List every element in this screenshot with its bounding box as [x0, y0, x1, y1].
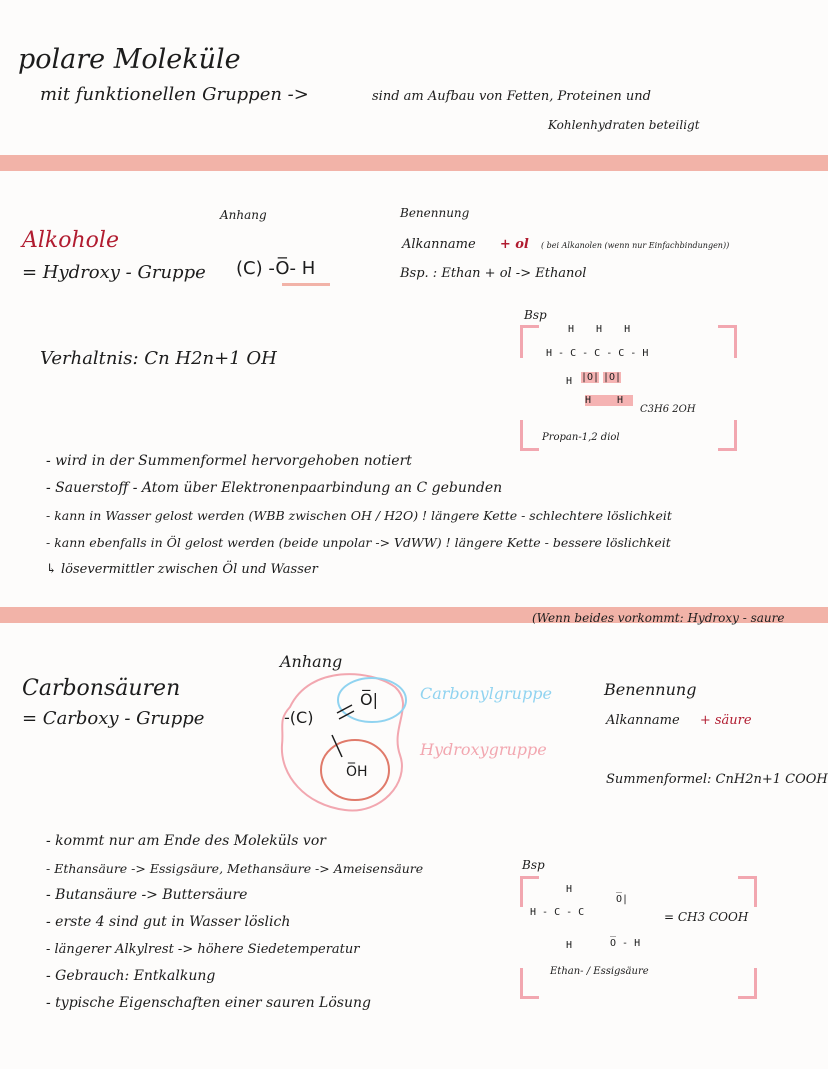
page-title: polare Moleküle — [18, 44, 241, 75]
list-item: - erste 4 sind gut in Wasser löslich — [46, 914, 291, 930]
list-item: - Butansäure -> Buttersäure — [46, 887, 248, 903]
hydroxy-label: Hydroxygruppe — [420, 740, 547, 759]
header-line2-right: sind am Aufbau von Fetten, Proteinen und — [372, 89, 651, 104]
structure-row1: H H H — [568, 324, 639, 335]
list-item: - typische Eigenschaften einer sauren Lösung — [46, 995, 371, 1011]
structure-oh: O̅ - H — [610, 938, 641, 949]
alkohole-footnote: (Wenn beides vorkommt: Hydroxy - saure — [532, 611, 785, 625]
alkohole-group: = Hydroxy - Gruppe — [22, 262, 206, 283]
carbon-group: = Carboxy - Gruppe — [22, 708, 205, 729]
carbonyl-label: Carbonylgruppe — [420, 684, 552, 703]
list-item: - Ethansäure -> Essigsäure, Methansäure -> Ameisensäure — [46, 861, 424, 876]
alkohole-verhaeltnis: Verhaltnis: Cn H2n+1 OH — [40, 348, 277, 369]
list-item: ↳ lösevermittler zwischen Öl und Wasser — [46, 562, 318, 577]
bracket-top-right — [718, 325, 737, 358]
formula-highlight — [282, 283, 330, 286]
carboxy-o-top: O̅| — [360, 690, 378, 709]
divider-band-1 — [0, 155, 828, 171]
list-item: - kommt nur am Ende des Moleküls vor — [46, 833, 326, 849]
carbon-benennung-label: Benennung — [604, 680, 697, 699]
carboxy-c: -(C) — [284, 708, 314, 727]
carbon-example-label: Bsp — [522, 858, 545, 872]
list-item: - Gebrauch: Entkalkung — [46, 968, 216, 984]
list-item: - kann in Wasser gelost werden (WBB zwischen OH / H2O) ! längere Kette - schlechtere löslichkeit — [46, 508, 672, 523]
header-line2-left: mit funktionellen Gruppen -> — [40, 84, 309, 105]
bracket-bottom-right — [718, 420, 737, 451]
structure-o1: |O| — [581, 372, 600, 383]
structure-o2: |O| — [603, 372, 622, 383]
carboxy-oh: O̅H — [346, 764, 368, 780]
carbon-title: Carbonsäuren — [22, 676, 181, 701]
alkohole-benennung-line2: Bsp. : Ethan + ol -> Ethanol — [400, 266, 587, 281]
bracket-bottom-left — [520, 968, 539, 999]
structure-o-top: O̅| — [616, 894, 629, 905]
carbon-summenformel: Summenformel: CnH2n+1 COOH — [606, 772, 828, 787]
structure-row2: H - C - C - C - H — [546, 348, 649, 359]
bracket-top-left — [520, 325, 539, 358]
alkohole-anhang-label: Anhang — [220, 208, 267, 222]
bracket-bottom-right — [738, 968, 757, 999]
alkohole-example-label: Bsp — [524, 308, 547, 322]
bracket-bottom-left — [520, 420, 539, 451]
alkohole-bullets — [46, 448, 672, 583]
alkohole-anhang-formula: (C) -O̅- H — [236, 258, 316, 279]
list-item: - längerer Alkylrest -> höhere Siedetemperatur — [46, 942, 360, 957]
carbon-anhang-label: Anhang — [280, 652, 343, 671]
header-line3: Kohlenhydraten beteiligt — [548, 118, 700, 132]
bracket-top-left — [520, 876, 539, 907]
structure-name: Propan-1,2 diol — [542, 432, 620, 443]
carboxy-diagram — [260, 665, 420, 825]
list-item: - Sauerstoff - Atom über Elektronenpaarbindung an C gebunden — [46, 480, 503, 496]
list-item: - kann ebenfalls in Öl gelost werden (beide unpolar -> VdWW) ! längere Kette - bessere löslichkeit — [46, 535, 671, 550]
bracket-top-right — [738, 876, 757, 907]
structure-eq: = CH3 COOH — [664, 910, 749, 924]
structure-row4: H H — [585, 395, 634, 406]
carbon-benennung-line1: Alkanname + säure — [606, 713, 752, 728]
list-item: - wird in der Summenformel hervorgehoben notiert — [46, 453, 412, 469]
structure-row3-h: H — [566, 376, 573, 387]
alkohole-benennung-line1: Alkanname + ol ( bei Alkanolen (wenn nur Einfachbindungen)) — [402, 237, 730, 252]
structure-name: Ethan- / Essigsäure — [550, 966, 649, 977]
alkohole-benennung-label: Benennung — [400, 206, 470, 220]
alkohole-title: Alkohole — [22, 228, 119, 253]
structure-top-h: H — [566, 884, 573, 895]
structure-sum-formula: C3H6 2OH — [640, 404, 696, 415]
structure-bottom-h: H — [566, 940, 573, 951]
carbon-bullets — [46, 828, 423, 1017]
structure-row2: H - C - C — [530, 907, 585, 918]
